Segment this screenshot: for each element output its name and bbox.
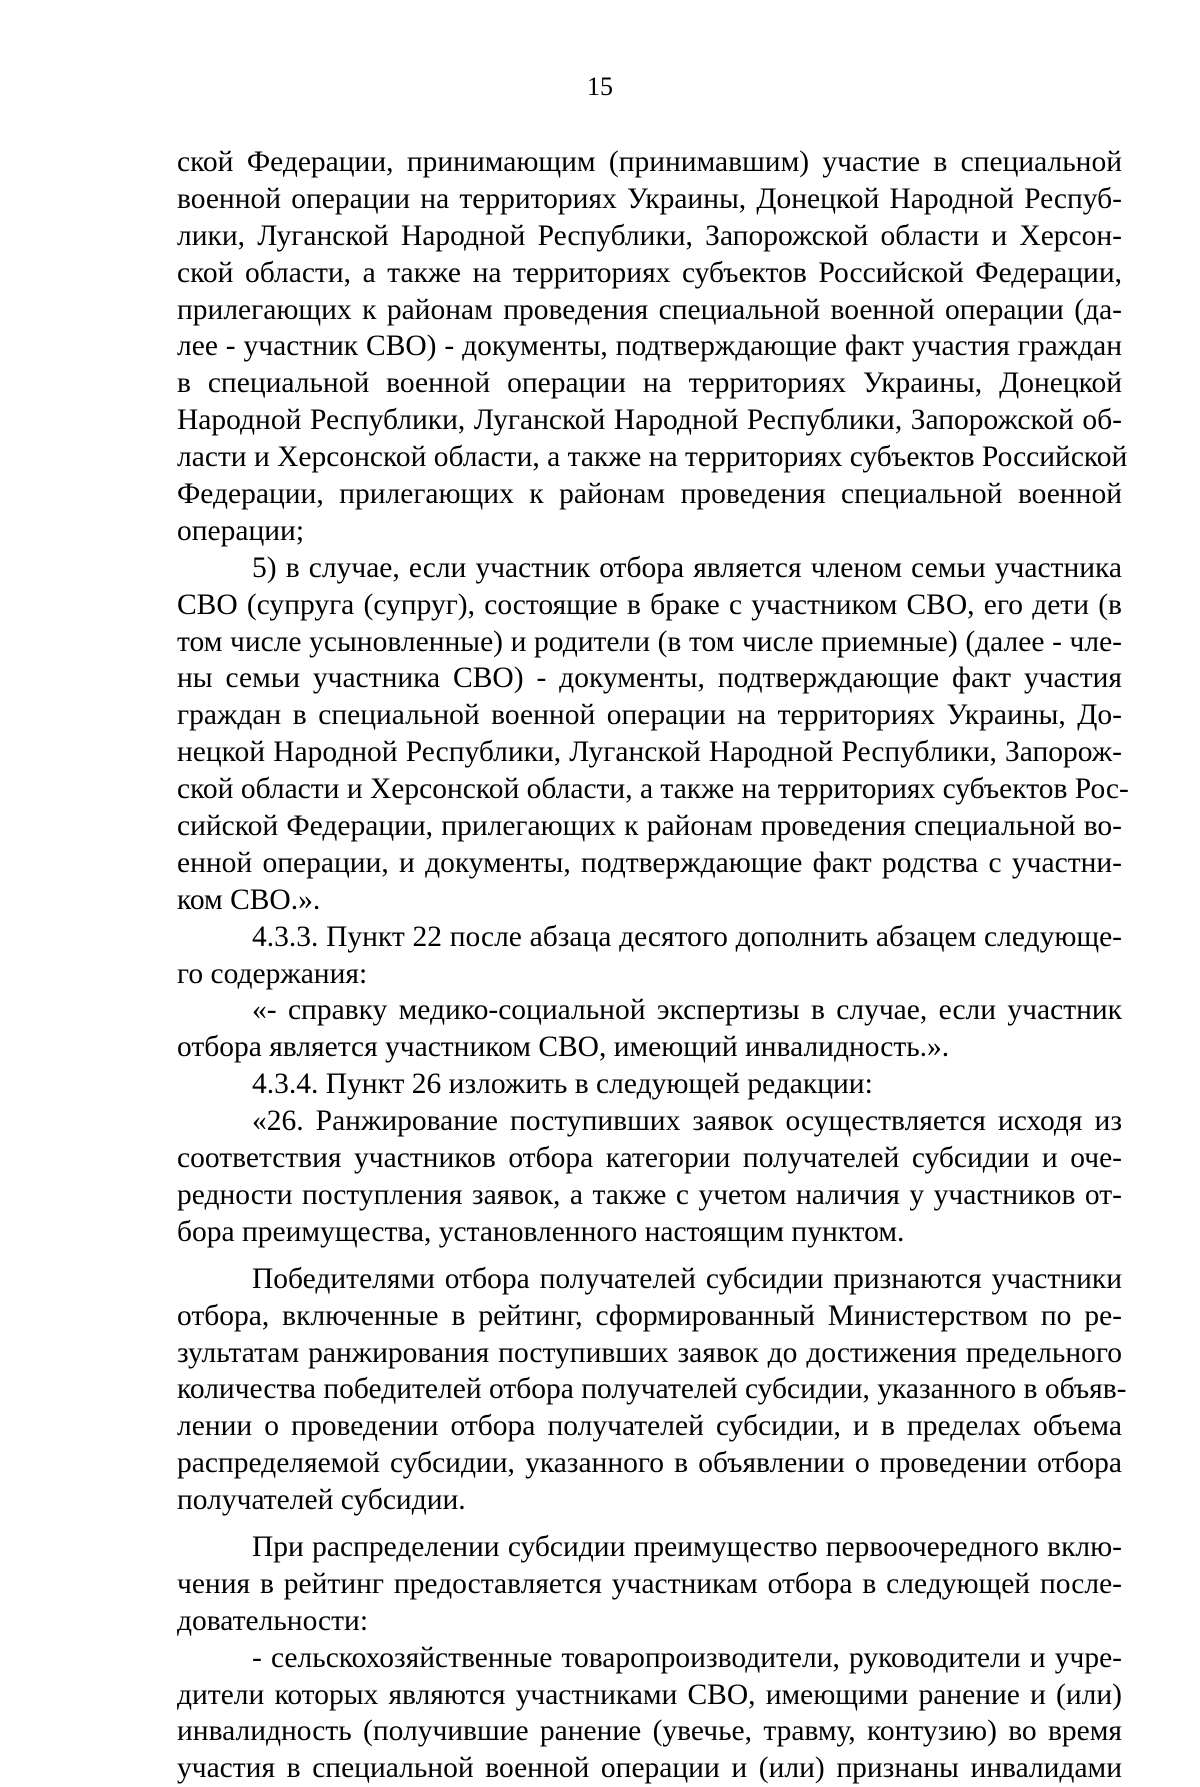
text-line: зультатам ранжирования поступивших заявок до достижения предельного <box>177 1336 1122 1369</box>
text-line: бора преимущества, установленного настоящим пунктом. <box>177 1215 905 1248</box>
page-number: 15 <box>587 72 613 101</box>
text-line: участия в специальной военной операции и (или) признаны инвалидами <box>177 1752 1122 1785</box>
text-line: граждан в специальной военной операции на территориях Украины, До- <box>177 699 1122 732</box>
text-line: сийской Федерации, прилегающих к районам проведения специальной во- <box>177 810 1122 843</box>
text-line: лении о проведении отбора получателей субсидии, и в пределах объема <box>177 1410 1122 1443</box>
text-line: довательности: <box>177 1604 369 1637</box>
text-line: том числе усыновленные) и родители (в том числе приемные) (далее - чле- <box>177 625 1122 658</box>
text-line: лее - участник СВО) - документы, подтверждающие факт участия граждан <box>177 330 1122 363</box>
text-line: Народной Республики, Луганской Народной Республики, Запорожской об- <box>177 404 1122 437</box>
text-line: Федерации, прилегающих к районам проведения специальной военной <box>177 478 1122 511</box>
text-line: ской Федерации, принимающим (принимавшим) участие в специальной <box>177 146 1122 178</box>
text-line: операции; <box>177 514 305 547</box>
text-line: нецкой Народной Республики, Луганской Народной Республики, Запорож- <box>177 736 1122 769</box>
text-line: ны семьи участника СВО) - документы, подтверждающие факт участия <box>177 662 1122 695</box>
text-line: - сельскохозяйственные товаропроизводители, руководители и учре- <box>252 1641 1122 1674</box>
text-line: отбора, включенные в рейтинг, сформированный Министерством по ре- <box>177 1299 1122 1332</box>
text-line: дители которых являются участниками СВО, имеющими ранение и (или) <box>177 1678 1122 1711</box>
text-line: 4.3.3. Пункт 22 после абзаца десятого дополнить абзацем следующе- <box>252 920 1122 953</box>
text-line: чения в рейтинг предоставляется участникам отбора в следующей после- <box>177 1567 1122 1600</box>
text-line: «- справку медико-социальной экспертизы в случае, если участник <box>252 994 1122 1027</box>
text-line: отбора является участником СВО, имеющий инвалидность.». <box>177 1031 950 1064</box>
text-line: ской области, а также на территориях субъектов Российской Федерации, <box>177 256 1122 289</box>
text-line: ласти и Херсонской области, а также на территориях субъектов Российской <box>177 441 1128 474</box>
paragraph-gap <box>177 1251 1122 1261</box>
text-line: При распределении субсидии преимущество первоочередного вклю- <box>252 1530 1122 1563</box>
text-line: ком СВО.». <box>177 883 321 916</box>
text-line: «26. Ранжирование поступивших заявок осуществляется исходя из <box>252 1105 1122 1138</box>
text-line: соответствия участников отбора категории получателей субсидии и оче- <box>177 1142 1122 1175</box>
text-line: енной операции, и документы, подтверждающие факт родства с участни- <box>177 846 1122 879</box>
paragraph-gap <box>177 1519 1122 1529</box>
text-line: 5) в случае, если участник отбора является членом семьи участника <box>252 551 1122 584</box>
text-line: инвалидность (получившие ранение (увечье, травму, контузию) во время <box>177 1715 1122 1748</box>
text-line: прилегающих к районам проведения специальной военной операции (да- <box>177 293 1122 326</box>
text-line: в специальной военной операции на территориях Украины, Донецкой <box>177 367 1122 400</box>
document-body <box>177 144 1129 1787</box>
text-line: получателей субсидии. <box>177 1484 466 1517</box>
text-line: СВО (супруга (супруг), состоящие в браке с участником СВО, его дети (в <box>177 588 1122 621</box>
text-line: Победителями отбора получателей субсидии признаются участники <box>252 1262 1122 1295</box>
text-line: 4.3.4. Пункт 26 изложить в следующей редакции: <box>252 1068 873 1101</box>
text-line: военной операции на территориях Украины, Донецкой Народной Респуб- <box>177 182 1122 215</box>
text-line: распределяемой субсидии, указанного в объявлении о проведении отбора <box>177 1447 1122 1480</box>
text-line: количества победителей отбора получателей субсидии, указанного в объяв- <box>177 1373 1127 1406</box>
text-line: лики, Луганской Народной Республики, Запорожской области и Херсон- <box>177 219 1122 252</box>
text-line: редности поступления заявок, а также с учетом наличия у участников от- <box>177 1178 1122 1211</box>
text-line: го содержания: <box>177 957 368 990</box>
text-line: ской области и Херсонской области, а также на территориях субъектов Рос- <box>177 773 1129 806</box>
